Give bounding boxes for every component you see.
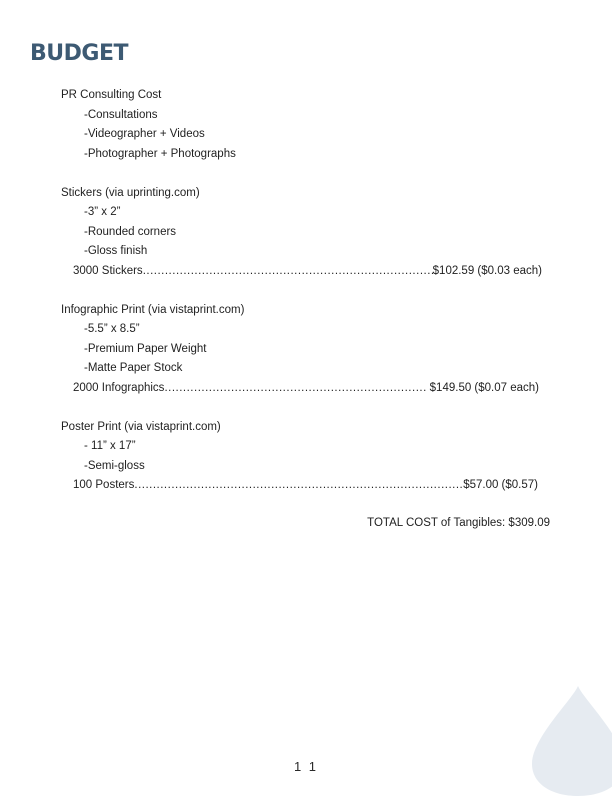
stickers-cost-line	[73, 264, 542, 278]
pr-heading: PR Consulting Cost	[61, 89, 162, 101]
pr-item: -Consultations	[84, 109, 158, 121]
poster-item: - 11” x 17”	[84, 440, 136, 452]
poster-cost-line	[73, 478, 538, 492]
infographic-heading: Infographic Print (via vistaprint.com)	[61, 304, 245, 316]
total-cost: TOTAL COST of Tangibles: $309.09	[367, 517, 550, 529]
water-drop-icon	[528, 686, 612, 796]
pr-item: -Videographer + Videos	[84, 128, 205, 140]
page-title: BUDGET	[30, 41, 128, 66]
stickers-heading: Stickers (via uprinting.com)	[61, 187, 200, 199]
pr-item: -Photographer + Photographs	[84, 148, 236, 160]
poster-price: $57.00 ($0.57)	[463, 479, 538, 491]
infographic-item: -Premium Paper Weight	[84, 343, 207, 355]
stickers-item: -Rounded corners	[84, 226, 177, 238]
poster-item: -Semi-gloss	[84, 460, 145, 472]
leader-dots	[164, 381, 426, 395]
stickers-quantity: 3000 Stickers	[73, 265, 143, 277]
page-number: 1 1	[293, 759, 319, 774]
leader-dots	[143, 264, 433, 278]
stickers-price: $102.59 ($0.03 each)	[432, 265, 542, 277]
stickers-item: -Gloss finish	[84, 245, 148, 257]
infographic-item: -Matte Paper Stock	[84, 362, 183, 374]
poster-quantity: 100 Posters	[73, 479, 135, 491]
infographic-cost-line	[73, 381, 539, 395]
stickers-item: -3” x 2”	[84, 206, 121, 218]
infographic-price: $149.50 ($0.07 each)	[426, 382, 539, 394]
poster-heading: Poster Print (via vistaprint.com)	[61, 421, 221, 433]
leader-dots	[134, 478, 463, 492]
infographic-quantity: 2000 Infographics	[73, 382, 165, 394]
infographic-item: -5.5” x 8.5”	[84, 323, 140, 335]
